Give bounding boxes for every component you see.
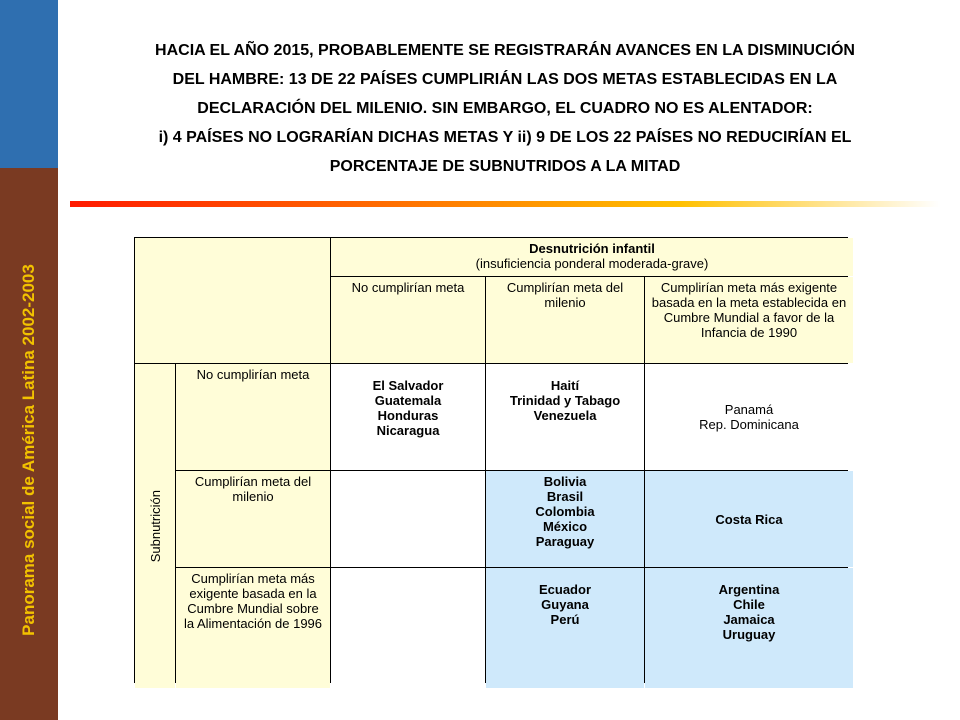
col-header: No cumplirían meta	[331, 277, 485, 363]
table-cell	[486, 568, 644, 688]
country-name: Brasil	[546, 489, 584, 504]
country-name: El Salvador	[372, 378, 444, 393]
col-header: Cumplirían meta del milenio	[486, 277, 644, 363]
country-name: Colombia	[535, 504, 595, 519]
sidebar-accent	[0, 0, 58, 168]
title-line: DECLARACIÓN DEL MILENIO. SIN EMBARGO, EL CUADRO NO ES ALENTADOR:	[197, 100, 813, 117]
country-name: Guyana	[541, 597, 589, 612]
table-cell	[331, 364, 485, 470]
row-group-label: Subnutrición	[147, 489, 163, 563]
country-name: Paraguay	[535, 534, 595, 549]
country-name: Perú	[550, 612, 580, 627]
country-name: Nicaragua	[376, 423, 440, 438]
col-group-subtitle: (insuficiencia ponderal moderada-grave)	[475, 256, 709, 271]
country-name: Uruguay	[722, 627, 776, 642]
country-name: Panamá	[724, 402, 774, 417]
country-name: Costa Rica	[715, 511, 783, 527]
table-cell	[645, 364, 853, 470]
col-group-header	[331, 238, 853, 276]
table-cell	[645, 471, 853, 567]
country-name: Jamaica	[723, 612, 775, 627]
country-name: Guatemala	[374, 393, 442, 408]
table-cell	[486, 364, 644, 470]
col-header: Cumplirían meta más exigente basada en la meta establecida en Cumbre Mundial a favor de la Infancia de 1990	[645, 277, 853, 363]
data-table	[134, 237, 848, 683]
country-name: Rep. Dominicana	[699, 417, 799, 432]
col-group-title: Desnutrición infantil	[529, 241, 655, 256]
slide-title	[80, 36, 930, 181]
country-name: Argentina	[718, 582, 780, 597]
table-cell	[645, 568, 853, 688]
table-corner	[135, 238, 330, 363]
row-group-header	[135, 364, 175, 688]
country-name: Bolivia	[543, 474, 587, 489]
title-line: PORCENTAJE DE SUBNUTRIDOS A LA MITAD	[329, 158, 681, 175]
row-header: No cumplirían meta	[176, 364, 330, 470]
gradient-divider	[70, 201, 940, 207]
country-name: México	[542, 519, 588, 534]
row-header: Cumplirían meta más exigente basada en la Cumbre Mundial sobre la Alimentación de 1996	[176, 568, 330, 688]
country-name: Honduras	[377, 408, 439, 423]
title-line: DEL HAMBRE: 13 DE 22 PAÍSES CUMPLIRIÁN LAS DOS METAS ESTABLECIDAS EN LA	[172, 71, 838, 88]
country-name: Venezuela	[533, 408, 597, 423]
title-line: HACIA EL AÑO 2015, PROBABLEMENTE SE REGISTRARÁN AVANCES EN LA DISMINUCIÓN	[155, 42, 855, 59]
country-name: Trinidad y Tabago	[509, 393, 621, 408]
country-name: Haití	[550, 378, 580, 393]
sidebar-title: Panorama social de América Latina 2002-2003	[19, 264, 38, 636]
table-cell	[331, 471, 485, 567]
country-name: Chile	[733, 597, 765, 612]
table-cell	[331, 568, 485, 688]
country-name: Ecuador	[538, 582, 591, 597]
sidebar	[0, 0, 58, 720]
row-header: Cumplirían meta del milenio	[176, 471, 330, 567]
title-line: i) 4 PAÍSES NO LOGRARÍAN DICHAS METAS Y ii) 9 DE LOS 22 PAÍSES NO REDUCIRÍAN EL	[158, 129, 852, 146]
table-cell	[486, 471, 644, 567]
